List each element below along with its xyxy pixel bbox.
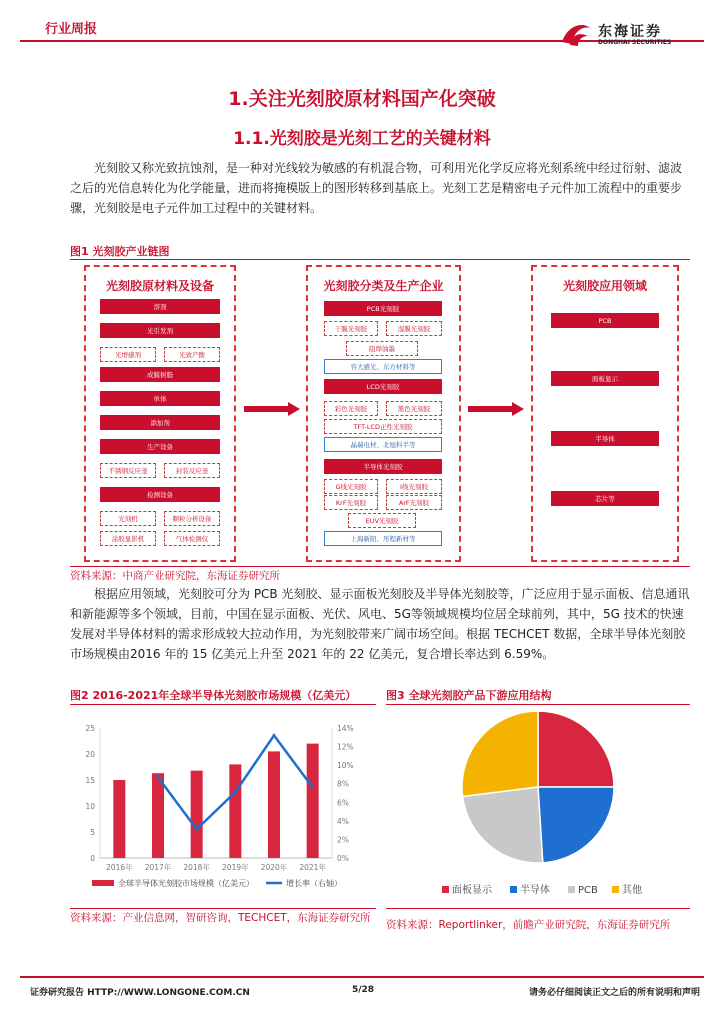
heading-2: 1.1.光刻胶是光刻工艺的关键材料 xyxy=(233,129,491,149)
market-paragraph: 根据应用领域，光刻胶可分为 PCB 光刻胶、显示面板光刻胶及半导体光刻胶等，广泛应用于显示面板、信息通讯和新能源等多个领域，目前，中国在显示面板、光伏、风电、5G等领域规模均位居全球前列，其中，5G 技术的快速发展对半导体材料的需求形成较大拉动作用，为光刻胶带来广阔市场空间。根据 TECHCET 数据，全球半导体光刻胶市场规模由2016 年的 15 亿美元上升至 2021 年的 22 亿美元，复合增长率达到 6.59%。 xyxy=(70,587,690,661)
arrow-right-icon xyxy=(468,402,524,416)
box-pcb: PCB光刻胶 xyxy=(324,301,442,316)
box-initiator: 光引发剂 xyxy=(100,323,220,338)
left-tick-label: 20 xyxy=(85,750,95,759)
box-coater: 涂胶显影机 xyxy=(100,531,156,546)
bar xyxy=(307,744,319,858)
box-semi-arf: ArF光刻胶 xyxy=(386,495,442,510)
right-tick-label: 8% xyxy=(337,779,349,789)
logo-subtitle: DONGHAI SECURITIES xyxy=(598,39,672,46)
box-semi-euv: EUV光刻胶 xyxy=(348,513,416,528)
legend-label: 半导体 xyxy=(520,885,550,896)
growth-point xyxy=(195,828,198,831)
box-semi-i: I线光刻胶 xyxy=(386,479,442,494)
legend-swatch xyxy=(612,886,619,893)
box-pcb-dry: 干膜光刻胶 xyxy=(324,321,378,336)
fig3-bottom-divider xyxy=(386,908,690,909)
x-tick-label: 2018年 xyxy=(183,863,210,872)
left-tick-label: 0 xyxy=(90,854,95,863)
arrow-right-icon xyxy=(244,402,300,416)
fig2-source: 资料来源：产业信息网，智研咨询，TECHCET，东海证券研究所 xyxy=(70,912,371,924)
footer-left: 证券研究报告 HTTP://WWW.LONGONE.COM.CN xyxy=(30,988,250,998)
box-app-semi: 半导体 xyxy=(551,431,659,446)
fig2-divider xyxy=(70,704,376,705)
left-tick-label: 25 xyxy=(85,724,95,733)
col-applications-title: 光刻胶应用领域 xyxy=(562,279,647,293)
box-gc: 气体检测仪 xyxy=(164,531,220,546)
bar xyxy=(113,780,125,858)
pie-slice xyxy=(538,787,614,863)
box-semi-g: G线光刻胶 xyxy=(324,479,378,494)
col-classification-title: 光刻胶分类及生产企业 xyxy=(323,279,444,293)
legend-label: 其他 xyxy=(622,885,642,896)
fig1-col-materials xyxy=(84,265,236,562)
box-lcd-tft: TFT-LCD正性光刻胶 xyxy=(324,419,442,434)
box-semi-krf: KrF光刻胶 xyxy=(324,495,378,510)
box-prod-equip: 生产设备 xyxy=(100,439,220,454)
right-tick-label: 0% xyxy=(337,854,349,863)
box-lcd: LCD光刻胶 xyxy=(324,379,442,394)
market-size-chart xyxy=(70,710,376,906)
box-pcb-ink: 阻焊油墨 xyxy=(346,341,418,356)
fig1-source: 资料来源：中商产业研究院，东海证券研究所 xyxy=(70,570,280,582)
box-solvent: 溶剂 xyxy=(100,299,220,314)
heading-1: 1.关注光刻胶原材料国产化突破 xyxy=(228,88,496,110)
box-lcd-color: 彩色光刻胶 xyxy=(324,401,378,416)
left-tick-label: 10 xyxy=(85,802,95,811)
fig1-divider xyxy=(70,259,690,260)
box-pcb-companies: 容大感光、东方材料等 xyxy=(324,359,442,374)
box-app-display: 面板显示 xyxy=(551,371,659,386)
box-app-pcb: PCB xyxy=(551,313,659,328)
header-tag: 行业周报 xyxy=(45,22,98,37)
legend-bar-label: 全球半导体光刻胶市场规模（亿美元） xyxy=(118,879,254,888)
right-tick-label: 2% xyxy=(337,835,349,845)
donghai-logo-icon xyxy=(558,18,594,48)
box-particle: 颗粒分析设备 xyxy=(164,511,220,526)
fig1-col-classification xyxy=(306,265,461,562)
right-tick-label: 4% xyxy=(337,816,349,826)
box-lcd-black: 黑色光刻胶 xyxy=(386,401,442,416)
x-tick-label: 2020年 xyxy=(260,863,288,872)
growth-point xyxy=(311,786,314,789)
left-tick-label: 5 xyxy=(90,828,95,837)
right-tick-label: 10% xyxy=(337,761,354,771)
bar xyxy=(152,773,164,858)
bar xyxy=(268,751,280,858)
legend-label: 面板显示 xyxy=(452,885,492,896)
growth-point xyxy=(273,734,276,737)
box-lcd-companies: 晶瑞电材、北旭科半等 xyxy=(324,437,442,452)
fig3-source: 资料来源：Reportlinker，前瞻产业研究院，东海证券研究所 xyxy=(386,919,671,931)
box-spectro: 光刻机 xyxy=(100,511,156,526)
box-photoacid: 光增感剂 xyxy=(100,347,156,362)
bar xyxy=(229,764,241,858)
bar xyxy=(191,771,203,858)
growth-point xyxy=(157,776,160,779)
pie-slice xyxy=(463,787,543,863)
legend-bar-swatch xyxy=(92,880,114,886)
legend-swatch xyxy=(442,886,449,893)
box-app-chip: 芯片等 xyxy=(551,491,659,506)
right-tick-label: 14% xyxy=(337,724,354,733)
x-tick-label: 2017年 xyxy=(144,863,172,872)
fig3-title: 图3 全球光刻胶产品下游应用结构 xyxy=(386,689,552,702)
legend-line-label: 增长率（右轴） xyxy=(286,879,342,888)
box-additive: 添加剂 xyxy=(100,415,220,430)
footer-divider xyxy=(20,976,704,978)
logo-name: 东海证券 xyxy=(598,24,662,40)
application-pie-chart xyxy=(386,710,690,906)
legend-swatch xyxy=(568,886,575,893)
box-stirring: 不锈钢反应釜 xyxy=(100,463,156,478)
box-resin: 成膜树脂 xyxy=(100,367,220,382)
right-tick-label: 6% xyxy=(337,798,349,808)
footer-page-number: 5/28 xyxy=(352,985,375,995)
pie-slice xyxy=(462,711,538,797)
left-tick-label: 15 xyxy=(85,776,95,785)
x-tick-label: 2021年 xyxy=(299,863,326,872)
box-reactor: 封装反应釜 xyxy=(164,463,220,478)
box-pcb-wet: 湿膜光刻胶 xyxy=(386,321,442,336)
legend-swatch xyxy=(510,886,517,893)
growth-point xyxy=(234,791,237,794)
x-tick-label: 2016年 xyxy=(106,863,133,872)
fig3-divider xyxy=(386,704,690,705)
box-semi: 半导体光刻胶 xyxy=(324,459,442,474)
fig1-title: 图1 光刻胶产业链图 xyxy=(70,245,170,258)
intro-paragraph: 光刻胶又称光致抗蚀剂，是一种对光线较为敏感的有机混合物，可利用光化学反应将光刻系统中经过衍射、滤波之后的光信息转化为化学能量，进而将掩模版上的图形转移到基底上。光刻工艺是精密电子元件加工流程中的重要步骤，光刻胶是电子元件加工过程中的关键材料。 xyxy=(70,161,683,215)
box-semi-companies: 上海新阳、彤程新材等 xyxy=(324,531,442,546)
box-test-equip: 检测设备 xyxy=(100,487,220,502)
col-materials-title: 光刻胶原材料及设备 xyxy=(105,279,214,293)
pie-slice xyxy=(538,711,614,787)
x-tick-label: 2019年 xyxy=(222,863,249,872)
footer-disclaimer: 请务必仔细阅读正文之后的所有说明和声明 xyxy=(528,988,700,998)
fig2-bottom-divider xyxy=(70,908,376,909)
box-photobase: 光致产酸 xyxy=(164,347,220,362)
legend-label: PCB xyxy=(578,885,598,896)
fig1-bottom-divider xyxy=(70,566,690,567)
box-monomer: 单体 xyxy=(100,391,220,406)
right-tick-label: 12% xyxy=(337,742,354,752)
fig2-title: 图2 2016-2021年全球半导体光刻胶市场规模（亿美元） xyxy=(70,689,357,702)
fig1-col-applications xyxy=(531,265,679,562)
